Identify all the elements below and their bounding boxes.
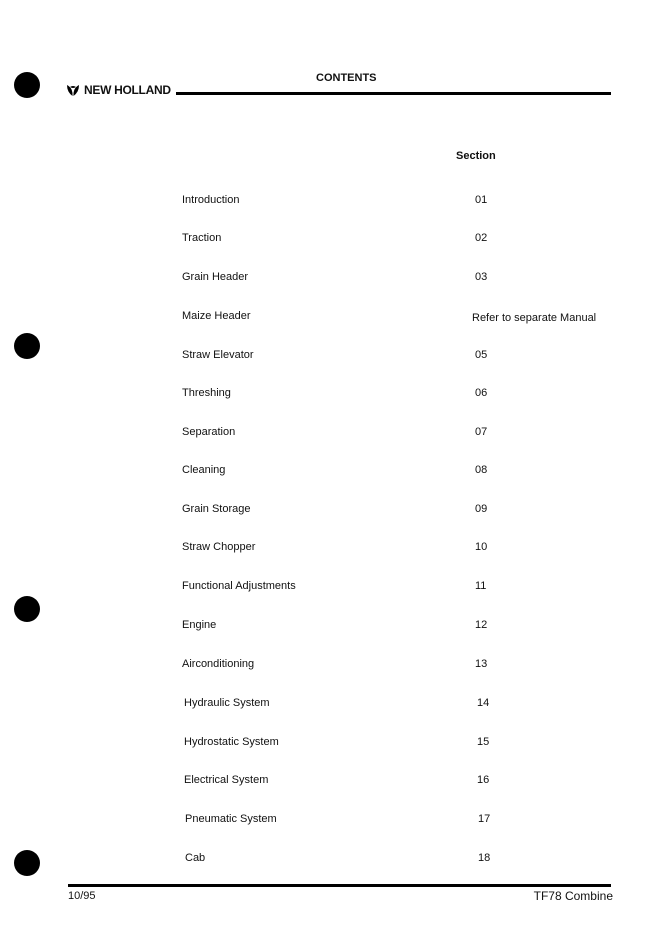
entry-section: 07	[475, 426, 488, 438]
entry-label: Threshing	[182, 387, 231, 399]
entry-section: 03	[475, 271, 488, 283]
leaf-emblem-icon	[66, 84, 80, 97]
contents-entry	[182, 464, 622, 480]
entry-section: 15	[477, 736, 490, 748]
entry-label: Grain Storage	[182, 503, 251, 515]
entry-label: Pneumatic System	[185, 813, 277, 825]
contents-entry	[182, 426, 622, 442]
binder-hole	[14, 850, 40, 876]
entry-section: 08	[475, 464, 488, 476]
contents-entry	[185, 813, 625, 829]
entry-section: 06	[475, 387, 488, 399]
entry-section: 01	[475, 194, 488, 206]
new-holland-logo	[66, 83, 171, 97]
contents-entry	[182, 541, 622, 557]
entry-section: 09	[475, 503, 488, 515]
entry-label: Cleaning	[182, 464, 226, 476]
contents-entry	[182, 387, 622, 403]
entry-label: Hydrostatic System	[184, 736, 279, 748]
section-column-heading: Section	[456, 150, 496, 162]
entry-section: 12	[475, 619, 488, 631]
contents-entry	[182, 658, 622, 674]
entry-section: Refer to separate Manual	[472, 312, 597, 324]
entry-label: Separation	[182, 426, 236, 438]
binder-hole	[14, 596, 40, 622]
entry-label: Traction	[182, 232, 222, 244]
contents-entry	[185, 852, 625, 868]
contents-entry	[184, 774, 624, 790]
entry-label: Hydraulic System	[184, 697, 270, 709]
entry-label: Introduction	[182, 194, 240, 206]
entry-label: Maize Header	[182, 310, 251, 322]
binder-hole	[14, 333, 40, 359]
page-title: CONTENTS	[316, 72, 377, 84]
entry-section: 16	[477, 774, 490, 786]
footer-date: 10/95	[68, 890, 96, 902]
entry-label: Grain Header	[182, 271, 249, 283]
contents-entry	[182, 619, 622, 635]
entry-label: Cab	[185, 852, 206, 864]
contents-entry	[182, 194, 622, 210]
entry-label: Straw Chopper	[182, 541, 256, 553]
entry-section: 14	[477, 697, 490, 709]
contents-entry	[182, 310, 622, 326]
entry-section: 05	[475, 349, 488, 361]
header-rule	[176, 92, 611, 95]
logo-text: NEW HOLLAND	[84, 83, 171, 97]
entry-label: Functional Adjustments	[182, 580, 296, 592]
entry-section: 10	[475, 541, 488, 553]
contents-entry	[184, 697, 624, 713]
contents-entry	[184, 736, 624, 752]
entry-section: 18	[478, 852, 491, 864]
binder-hole	[14, 72, 40, 98]
footer-model: TF78 Combine	[533, 889, 613, 903]
contents-entry	[182, 580, 622, 596]
footer-rule	[68, 884, 611, 887]
entry-section: 11	[475, 580, 487, 592]
entry-label: Straw Elevator	[182, 349, 254, 361]
contents-entry	[182, 349, 622, 365]
entry-label: Airconditioning	[182, 658, 255, 670]
entry-label: Engine	[182, 619, 217, 631]
entry-label: Electrical System	[184, 774, 269, 786]
contents-entry	[182, 271, 622, 287]
contents-entry	[182, 503, 622, 519]
entry-section: 13	[475, 658, 488, 670]
entry-section: 02	[475, 232, 488, 244]
contents-entry	[182, 232, 622, 248]
entry-section: 17	[478, 813, 491, 825]
